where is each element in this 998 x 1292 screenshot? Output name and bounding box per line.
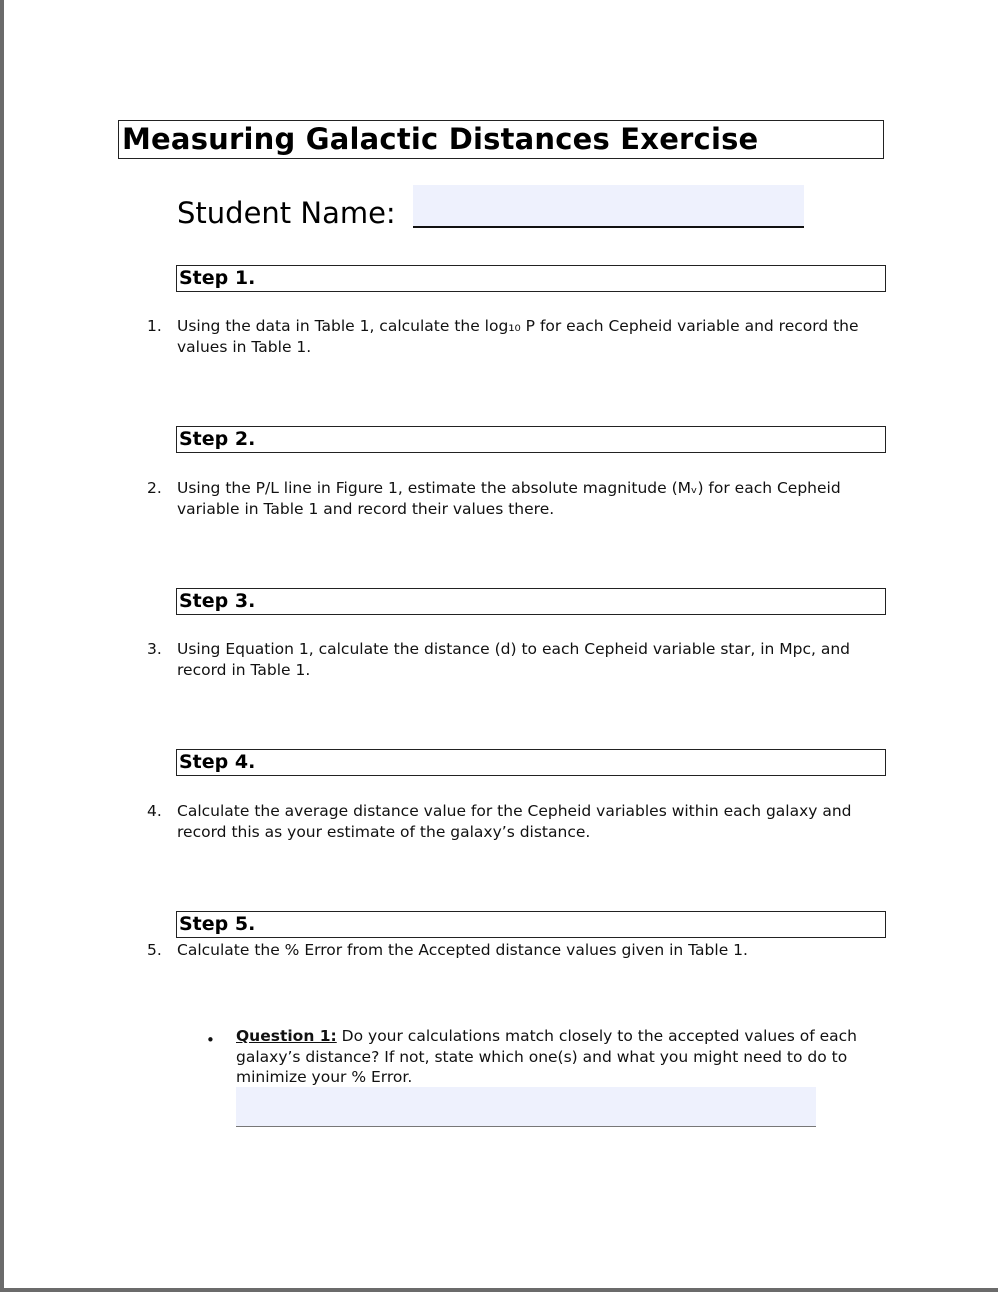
step-4-heading: Step 4. xyxy=(179,751,256,773)
step-2-text: Using the P/L line in Figure 1, estimate the absolute magnitude (Mᵥ) for each Cepheid variable in Table 1 and record their values there. xyxy=(177,479,841,518)
step-4-text: Calculate the average distance value for the Cepheid variables within each galaxy and record this as your estimate of the galaxy’s distance. xyxy=(177,802,852,841)
step-2-header xyxy=(176,426,886,453)
page-title: Measuring Galactic Distances Exercise xyxy=(122,122,759,156)
step-3-header xyxy=(176,588,886,615)
question-1-label: Question 1: xyxy=(236,1027,337,1045)
step-3-heading: Step 3. xyxy=(179,590,256,612)
step-4-header xyxy=(176,749,886,776)
step-4-number: 4. xyxy=(147,802,162,820)
student-name-label: Student Name: xyxy=(177,196,396,230)
step-5-text: Calculate the % Error from the Accepted distance values given in Table 1. xyxy=(177,941,748,959)
step-1-header xyxy=(176,265,886,292)
question-bullet: • xyxy=(206,1031,215,1049)
worksheet-page xyxy=(4,0,998,1288)
question-1-text: Do your calculations match closely to the accepted values of each galaxy’s distance? If not, state which one(s) and what you might need to do to minimize your % Error. xyxy=(236,1027,857,1086)
step-1-heading: Step 1. xyxy=(179,267,256,289)
step-3-text: Using Equation 1, calculate the distance (d) to each Cepheid variable star, in Mpc, and record in Table 1. xyxy=(177,640,851,679)
question-1-answer-field[interactable] xyxy=(236,1087,816,1127)
step-2-heading: Step 2. xyxy=(179,428,256,450)
step-5-number: 5. xyxy=(147,941,162,959)
title-box xyxy=(118,120,884,159)
question-1 xyxy=(236,1026,896,1088)
step-5-header xyxy=(176,911,886,938)
student-name-field[interactable] xyxy=(413,185,804,228)
step-5-heading: Step 5. xyxy=(179,913,256,935)
step-2-number: 2. xyxy=(147,479,162,497)
step-3-number: 3. xyxy=(147,640,162,658)
step-1-number: 1. xyxy=(147,317,162,335)
step-1-text: Using the data in Table 1, calculate the log₁₀ P for each Cepheid variable and record the values in Table 1. xyxy=(177,317,859,356)
